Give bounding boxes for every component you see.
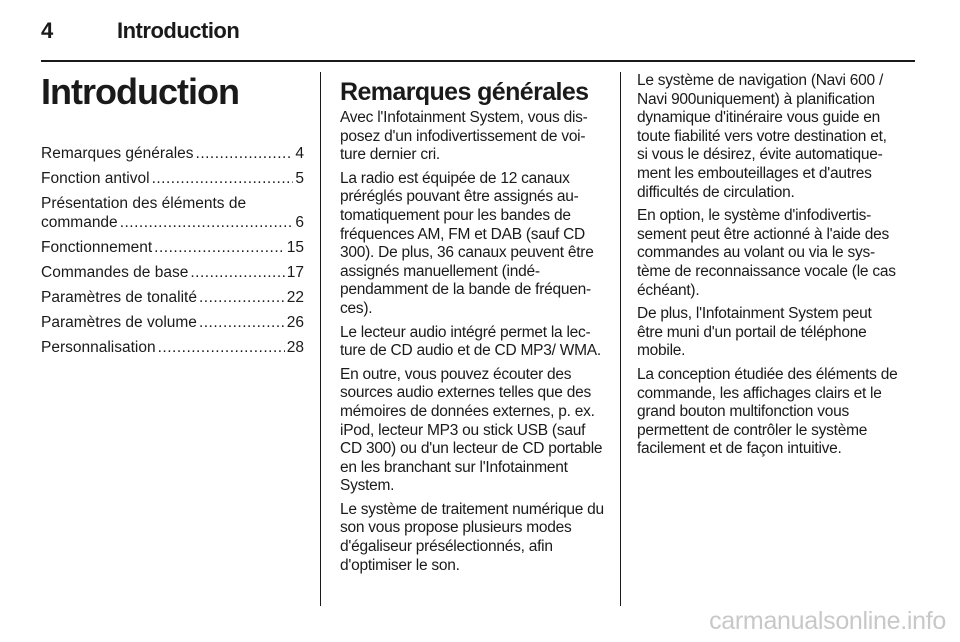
toc-label: Paramètres de tonalité — [41, 289, 197, 306]
column-divider-2 — [620, 72, 621, 606]
toc-label: Commandes de base — [41, 264, 189, 281]
toc-label-continued: commande — [41, 214, 118, 231]
page-header — [41, 18, 921, 48]
toc-label: Paramètres de volume — [41, 314, 197, 331]
body-paragraph: Avec l'Infotainment System, vous disposez d'un infodivertissement de voiture dernier cri. — [340, 109, 588, 164]
toc-label: Présentation des éléments de — [41, 195, 247, 212]
toc-entry-fonctionnement[interactable] — [41, 238, 304, 257]
toc-leader-dots — [190, 263, 284, 282]
toc-leader-dots — [158, 338, 285, 357]
body-paragraph: En option, le système d'infodivertissement peut être actionné à l'aide des commandes au volant ou via le système de reconnaissance vocale (le cas échéant). — [637, 207, 896, 299]
body-paragraph: Le système de navigation (Navi 600 / Navi 900uniquement) à planification dynamique d'itinéraire vous guide en toute fiabilité vers votre destination et, si vous le désirez, évite automatiquement les embouteillages et d'autres difficultés de circulation. — [637, 72, 887, 201]
toc-entry-volume[interactable] — [41, 313, 304, 332]
column-divider-1 — [320, 72, 321, 606]
body-paragraph: La conception étudiée des éléments de commande, les affichages clairs et le grand bouton multifonction vous permettent de contrôler le système facilement et de façon intuitive. — [637, 365, 898, 458]
toc-label: Fonction antivol — [41, 170, 150, 187]
toc-entry-presentation[interactable] — [41, 194, 304, 232]
body-paragraph: Le système de traitement numérique du son vous propose plusieurs modes d'égaliseur présélectionnés, afin d'optimiser le son. — [340, 500, 604, 574]
watermark: carmanualsonline.info — [709, 607, 946, 635]
toc-page-number: 15 — [286, 239, 304, 256]
toc-entry-tonalite[interactable] — [41, 288, 304, 307]
toc-page-number: 6 — [295, 214, 304, 231]
header-divider — [41, 60, 915, 62]
toc-column — [41, 72, 304, 363]
body-paragraph: En outre, vous pouvez écouter des sources audio externes telles que des mémoires de données externes, p. ex. iPod, lecteur MP3 ou stick USB (sauf CD 300) ou d'un lecteur de CD portable en les branchant sur l'Infotainment System. — [340, 365, 603, 495]
page-number: 4 — [41, 18, 53, 43]
table-of-contents — [41, 144, 304, 357]
section-title: Introduction — [41, 71, 239, 112]
body-paragraph: De plus, l'Infotainment System peut être muni d'un portail de téléphone mobile. — [637, 305, 872, 360]
toc-leader-dots — [120, 213, 294, 232]
toc-leader-dots — [199, 288, 285, 307]
toc-leader-dots — [152, 169, 294, 188]
body-paragraph: La radio est équipée de 12 canaux préréglés pouvant être assignés automatiquement pour les bandes de fréquences AM, FM et DAB (sauf CD 300). De plus, 36 canaux peuvent être assignés manuellement (indépendamment de la bande de fréquences). — [340, 169, 594, 317]
subsection-heading: Remarques générales — [340, 78, 589, 106]
body-column-3 — [637, 72, 901, 464]
toc-label: Remarques générales — [41, 145, 194, 162]
toc-leader-dots — [196, 144, 294, 163]
toc-entry-antivol[interactable] — [41, 169, 304, 188]
toc-page-number: 22 — [286, 289, 304, 306]
running-header-title: Introduction — [117, 18, 240, 43]
body-paragraph: Le lecteur audio intégré permet la lecture de CD audio et de CD MP3/ WMA. — [340, 323, 601, 360]
toc-page-number: 5 — [295, 170, 304, 187]
toc-entry-personnalisation[interactable] — [41, 338, 304, 357]
toc-entry-commandes[interactable] — [41, 263, 304, 282]
body-column-2 — [340, 72, 604, 580]
toc-label: Personnalisation — [41, 339, 156, 356]
toc-page-number: 26 — [286, 314, 304, 331]
toc-leader-dots — [199, 313, 285, 332]
toc-leader-dots — [154, 238, 285, 257]
toc-entry-remarques[interactable] — [41, 144, 304, 163]
toc-label: Fonctionnement — [41, 239, 153, 256]
toc-page-number: 4 — [295, 145, 304, 162]
toc-page-number: 17 — [286, 264, 304, 281]
toc-page-number: 28 — [286, 339, 304, 356]
